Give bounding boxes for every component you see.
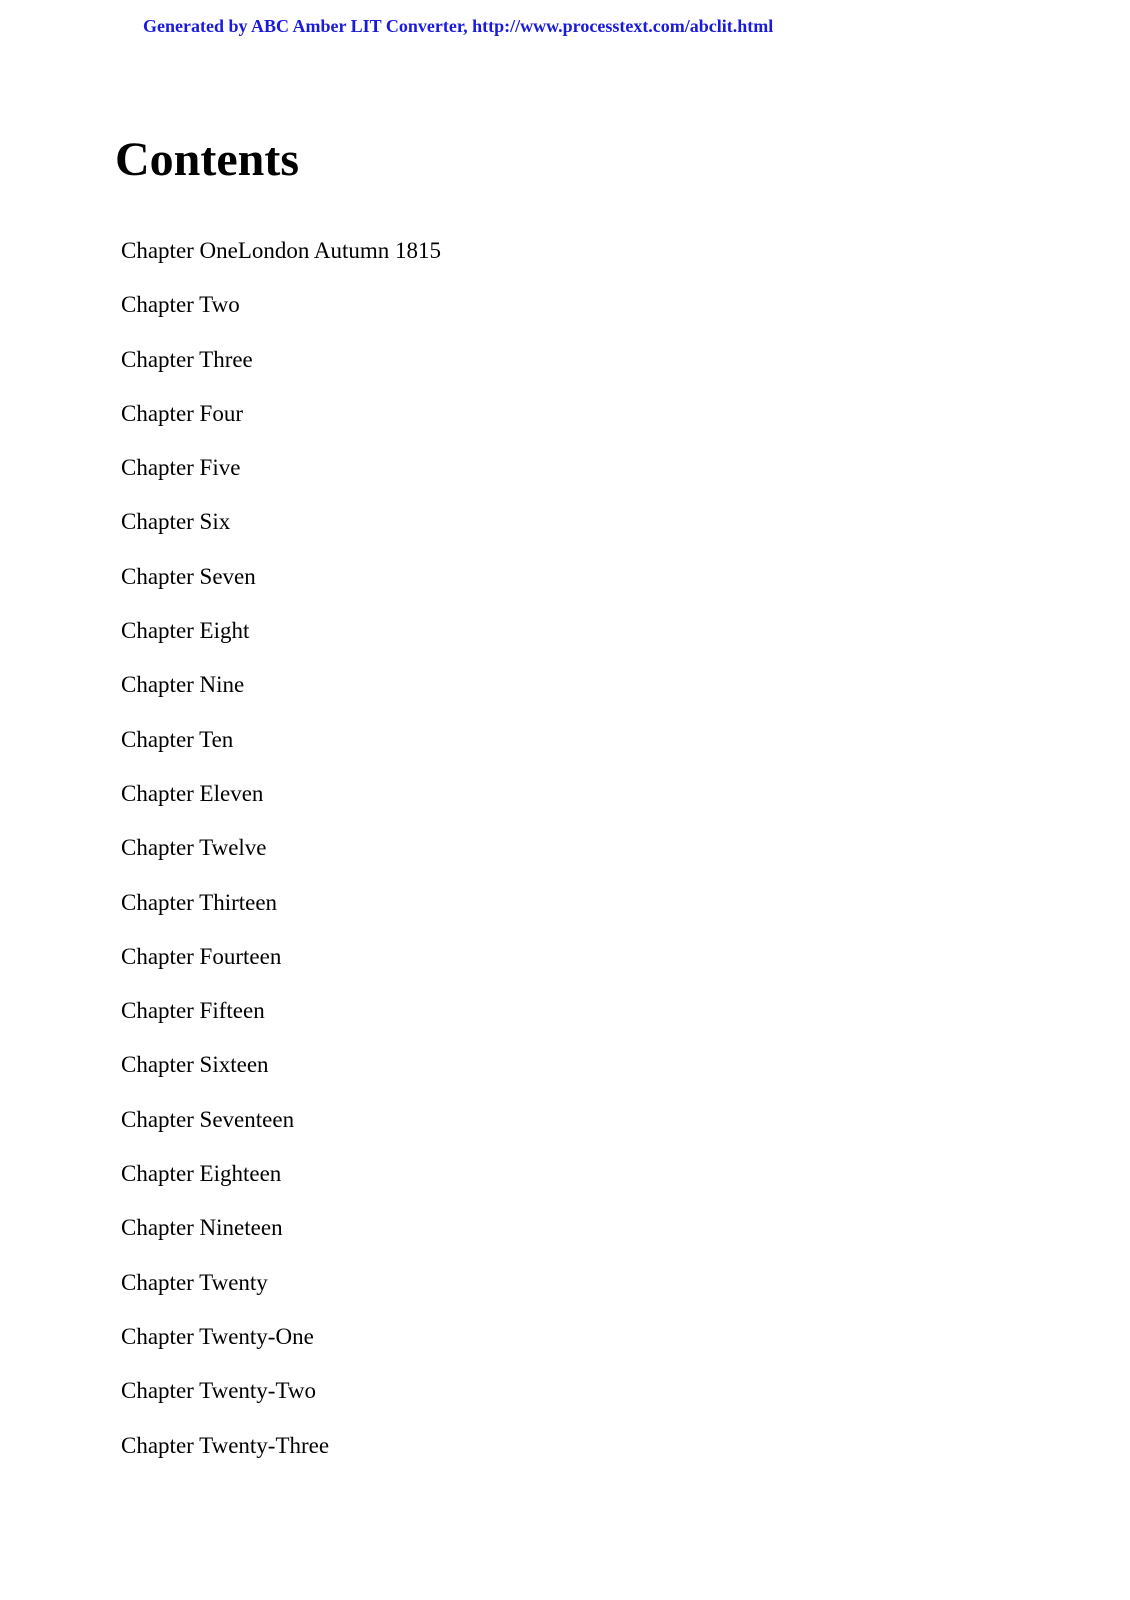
toc-item-chapter-7[interactable]: Chapter Seven xyxy=(121,563,256,589)
toc-item-chapter-15[interactable]: Chapter Fifteen xyxy=(121,998,265,1024)
toc-item-chapter-23[interactable]: Chapter Twenty-Three xyxy=(121,1432,330,1458)
toc-item-chapter-22[interactable]: Chapter Twenty-Two xyxy=(121,1378,317,1404)
toc-item-chapter-21[interactable]: Chapter Twenty-One xyxy=(121,1323,314,1349)
toc-item-chapter-6[interactable]: Chapter Six xyxy=(121,509,231,535)
generator-link[interactable]: Generated by ABC Amber LIT Converter, http://www.processtext.com/abclit.html xyxy=(143,16,774,36)
toc-item-chapter-16[interactable]: Chapter Sixteen xyxy=(121,1052,269,1078)
toc-item-chapter-10[interactable]: Chapter Ten xyxy=(121,726,234,752)
toc-item-chapter-18[interactable]: Chapter Eighteen xyxy=(121,1161,282,1187)
toc-item-chapter-9[interactable]: Chapter Nine xyxy=(121,672,245,698)
toc-item-chapter-13[interactable]: Chapter Thirteen xyxy=(121,889,278,915)
page-title: Contents xyxy=(115,133,300,186)
toc-item-chapter-8[interactable]: Chapter Eight xyxy=(121,618,250,644)
toc-item-chapter-14[interactable]: Chapter Fourteen xyxy=(121,943,282,969)
toc-item-chapter-5[interactable]: Chapter Five xyxy=(121,455,241,481)
toc-item-chapter-12[interactable]: Chapter Twelve xyxy=(121,835,267,861)
toc-item-chapter-3[interactable]: Chapter Three xyxy=(121,346,253,372)
toc-item-chapter-19[interactable]: Chapter Nineteen xyxy=(121,1215,283,1241)
toc-item-chapter-4[interactable]: Chapter Four xyxy=(121,400,244,426)
toc-item-chapter-2[interactable]: Chapter Two xyxy=(121,292,240,318)
toc-item-chapter-17[interactable]: Chapter Seventeen xyxy=(121,1106,295,1132)
toc-item-chapter-1[interactable]: Chapter OneLondon Autumn 1815 xyxy=(121,238,442,263)
toc-item-chapter-20[interactable]: Chapter Twenty xyxy=(121,1269,268,1295)
toc-item-chapter-11[interactable]: Chapter Eleven xyxy=(121,780,264,806)
table-of-contents xyxy=(121,236,441,1485)
